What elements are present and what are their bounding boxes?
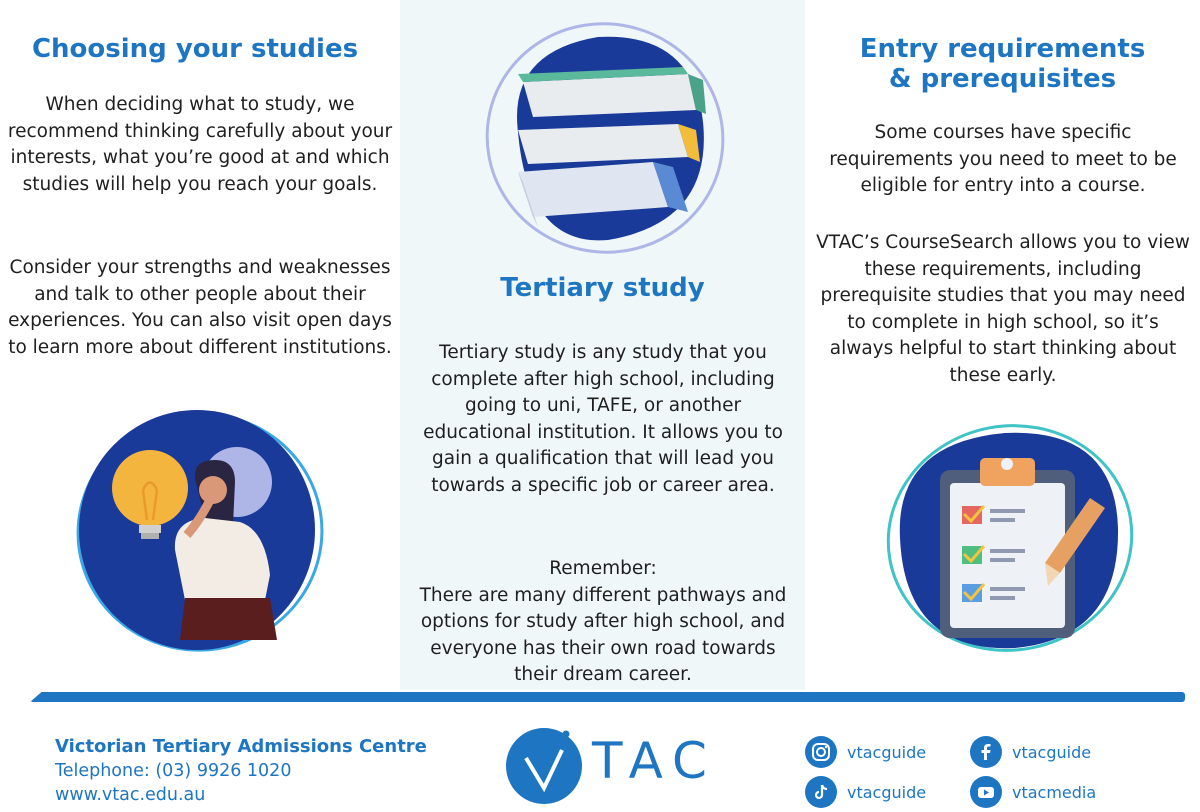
woman-thinking-lightbulb-icon: [65, 400, 335, 660]
youtube-link[interactable]: [970, 776, 1096, 808]
title-line-1: Entry requirements: [859, 34, 1146, 64]
remember-label: Remember:: [549, 558, 657, 579]
entry-paragraph-1: Some courses have specific requirements you need to meet to be eligible for entry into a course.: [829, 122, 1177, 196]
organization-name: Victorian Tertiary Admissions Centre: [55, 736, 427, 757]
tiktok-handle: vtacguide: [847, 782, 927, 802]
tertiary-paragraph-1: Tertiary study is any study that you complete after high school, including going to uni, TAFE, or another educational institution. It allows you to gain a qualification that will lead you towards a specific job or career area.: [423, 342, 783, 496]
footer-divider: [30, 692, 1185, 702]
facebook-icon: [970, 736, 1002, 768]
tiktok-icon: [805, 776, 837, 808]
youtube-icon: [970, 776, 1002, 808]
website-link[interactable]: www.vtac.edu.au: [55, 785, 206, 805]
section-tertiary-study: [400, 0, 805, 690]
books-stack-icon: [478, 12, 728, 262]
section-title: Tertiary study: [500, 273, 705, 303]
instagram-link[interactable]: [805, 736, 926, 768]
section-title: Choosing your studies: [31, 34, 359, 64]
choosing-paragraph-2: Consider your strengths and weaknesses and talk to other people about their experiences. You can also visit open days to learn more about different institutions.: [8, 257, 392, 358]
choosing-paragraph-1: When deciding what to study, we recommend thinking carefully about your interests, what you’re good at and which studies will help you reach your goals.: [7, 94, 393, 195]
clipboard-checklist-icon: [880, 408, 1140, 668]
contact-info: [55, 736, 475, 805]
youtube-handle: vtacmedia: [1012, 782, 1097, 802]
logo-text: TAC: [592, 732, 717, 790]
title-line-2: & prerequisites: [888, 64, 1117, 94]
tertiary-paragraph-2: There are many different pathways and options for study after high school, and everyone has their own road towards their dream career.: [419, 584, 787, 685]
section-entry-requirements: [805, 0, 1200, 690]
telephone: Telephone: (03) 9926 1020: [55, 761, 292, 781]
instagram-icon: [805, 736, 837, 768]
tiktok-link[interactable]: [805, 776, 926, 808]
facebook-link[interactable]: [970, 736, 1091, 768]
instagram-handle: vtacguide: [847, 742, 927, 762]
facebook-handle: vtacguide: [1012, 742, 1092, 762]
section-choosing-studies: [0, 0, 400, 690]
remember-block: [412, 556, 794, 689]
entry-paragraph-2: VTAC’s CourseSearch allows you to view these requirements, including prerequisite studies that you may need to complete in high school, so it’s always helpful to start thinking about these early.: [816, 232, 1190, 386]
section-title: [805, 34, 1200, 94]
